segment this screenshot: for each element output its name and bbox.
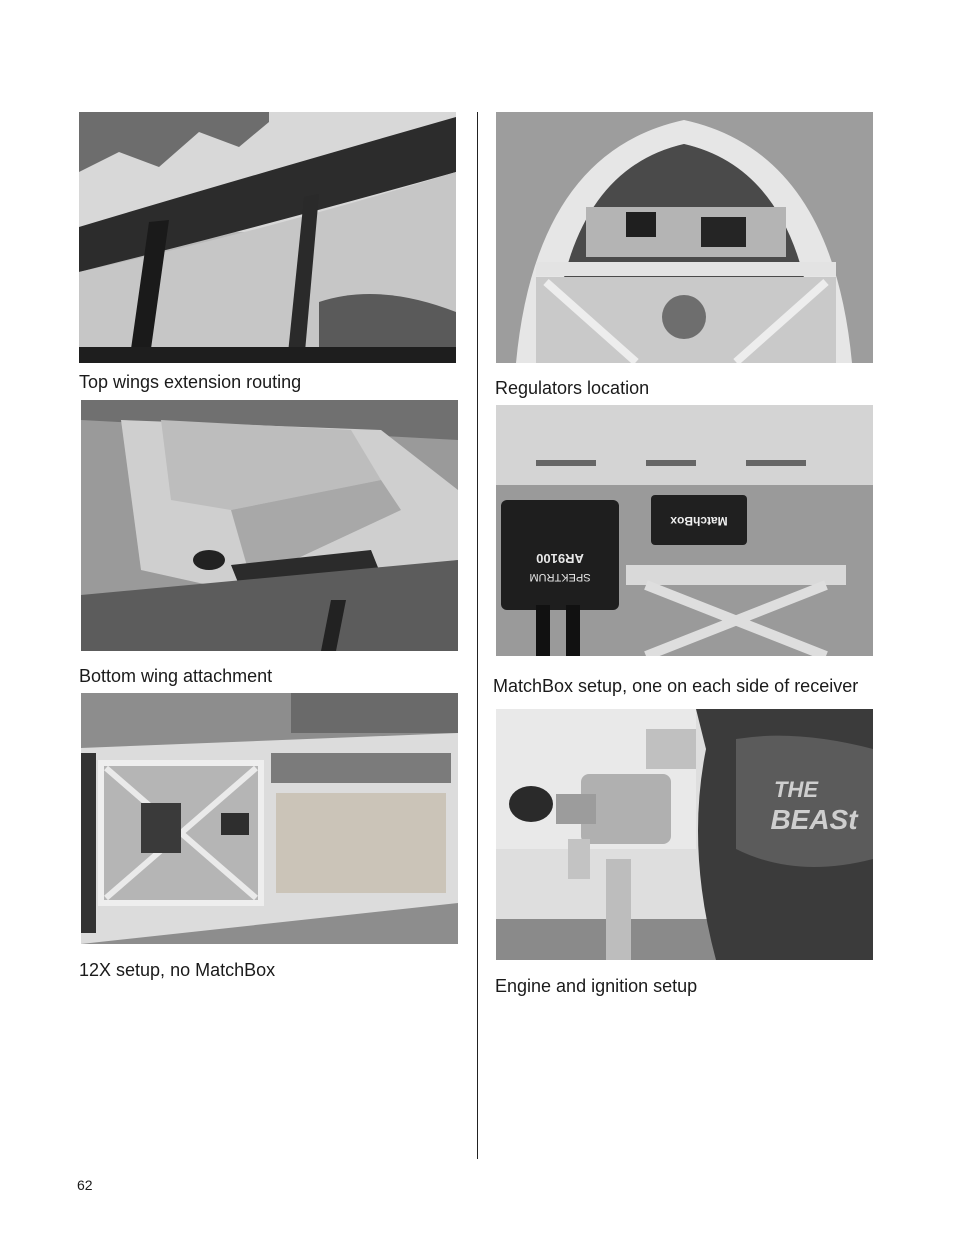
page-number: 62 [77, 1177, 93, 1193]
caption-12x-setup: 12X setup, no MatchBox [79, 960, 276, 980]
photo-top-wings-extension [79, 112, 456, 363]
photo-bottom-wing-attachment [81, 400, 458, 651]
decal-text-beast: BEASt [770, 804, 858, 835]
matchbox-device-label: MatchBox [670, 514, 728, 528]
receiver-model-label: AR9100 [536, 551, 584, 566]
caption-bottom-wing: Bottom wing attachment [79, 666, 273, 686]
photo-12x-setup [81, 693, 458, 944]
photo-regulators-location [496, 112, 873, 363]
caption-engine: Engine and ignition setup [495, 976, 698, 996]
photo-engine-ignition [496, 709, 873, 960]
caption-top-wings: Top wings extension routing [79, 372, 302, 392]
column-divider [477, 112, 478, 1159]
caption-matchbox: MatchBox setup, one on each side of receiver [493, 676, 859, 696]
decal-text-the: THE [774, 777, 818, 802]
receiver-brand-label: SPEKTRUM [529, 571, 591, 583]
photo-matchbox-setup [496, 405, 873, 656]
caption-regulators: Regulators location [495, 378, 650, 398]
